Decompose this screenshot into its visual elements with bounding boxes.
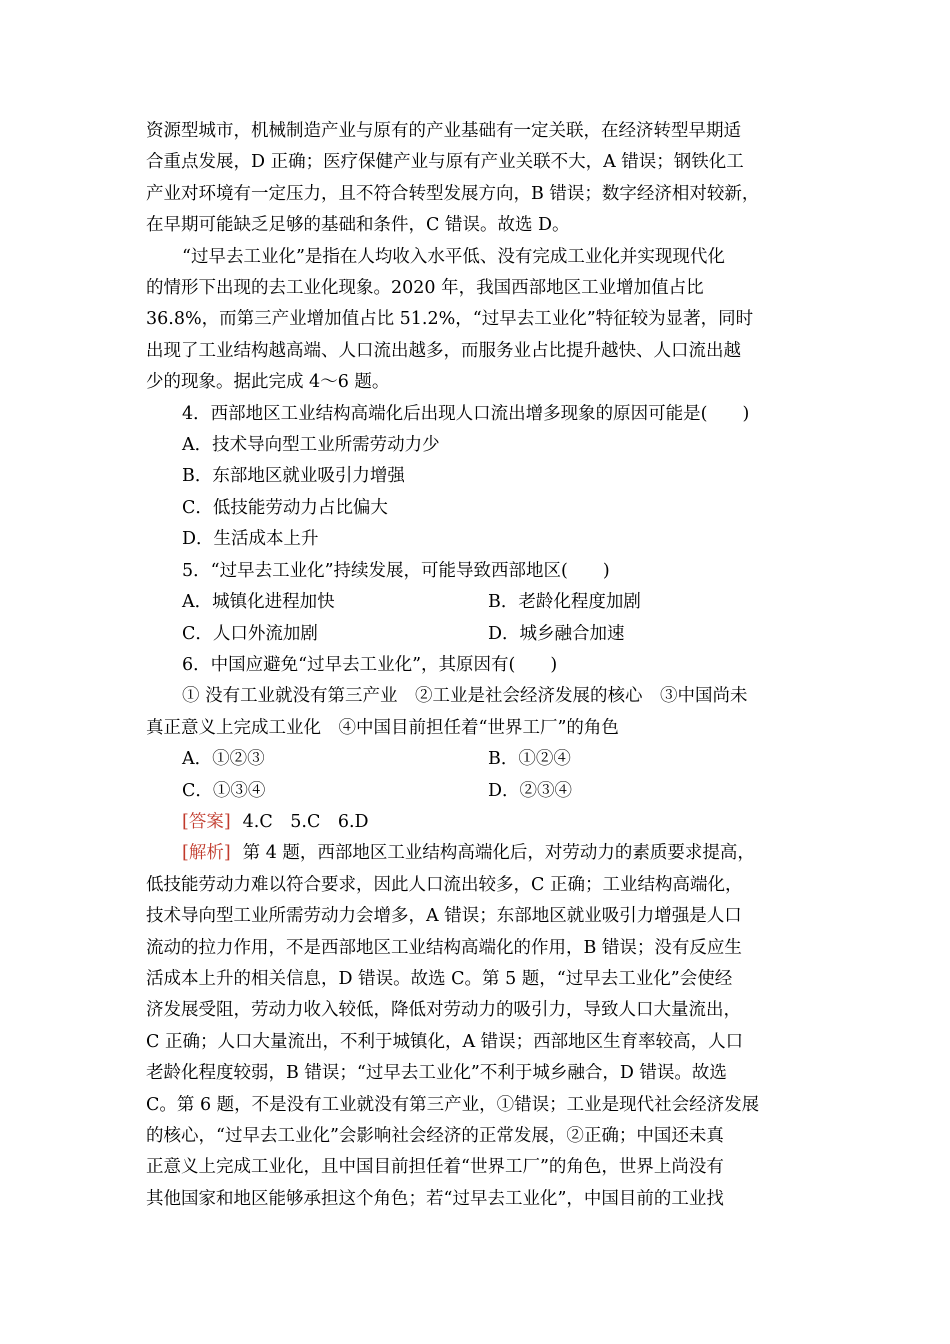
option-d: D．城乡融合加速: [488, 623, 625, 644]
text-line: 流动的拉力作用，不是西部地区工业结构高端化的作用，B 错误；没有反应生: [146, 937, 742, 958]
option-d: D．②③④: [488, 780, 573, 801]
text-line: 老龄化程度较弱，B 错误；“过早去工业化”不利于城乡融合，D 错误。故选: [146, 1063, 727, 1084]
answer-text: 4.C 5.C 6.D: [242, 811, 369, 832]
option-row: [146, 744, 810, 775]
document-page: [146, 116, 810, 1215]
previous-explanation: [146, 116, 810, 242]
question-stem: 4．西部地区工业结构高端化后出现人口流出增多现象的原因可能是( ): [182, 403, 750, 424]
option-row: [146, 776, 810, 807]
text-line: 资源型城市，机械制造产业与原有的产业基础有一定关联，在经济转型早期适: [146, 121, 741, 141]
text-line: 济发展受阻，劳动力收入较低，降低对劳动力的吸引力，导致人口大量流出，: [146, 1000, 741, 1021]
text-line: 产业对环境有一定压力，且不符合转型发展方向，B 错误；数字经济相对较新，: [146, 183, 760, 204]
text-line: 36.8%，而第三产业增加值占比 51.2%，“过早去工业化”特征较为显著，同时: [146, 309, 754, 330]
statement-line: 真正意义上完成工业化 ④中国目前担任着“世界工厂”的角色: [146, 717, 619, 738]
option-c: C．①③④: [182, 780, 266, 801]
text-line: 正意义上完成工业化，且中国目前担任着“世界工厂”的角色，世界上尚没有: [146, 1157, 724, 1178]
question-4: [146, 399, 810, 556]
question-6: [146, 650, 810, 807]
text-line: 技术导向型工业所需劳动力会增多，A 错误；东部地区就业吸引力增强是人口: [146, 906, 742, 927]
text-line: 其他国家和地区能够承担这个角色；若“过早去工业化”，中国目前的工业找: [146, 1188, 724, 1209]
answer-line: [146, 807, 810, 838]
answer-tag: [答案]: [182, 811, 231, 832]
question-5: [146, 556, 810, 650]
question-stem: 5．“过早去工业化”持续发展，可能导致西部地区( ): [182, 560, 610, 581]
option-a: A．技术导向型工业所需劳动力少: [182, 435, 440, 456]
text-line: 低技能劳动力难以符合要求，因此人口流出较多，C 正确；工业结构高端化，: [146, 874, 743, 895]
option-row: [146, 587, 810, 618]
analysis: [146, 838, 810, 1215]
question-stem: 6．中国应避免“过早去工业化”，其原因有( ): [182, 654, 558, 675]
text-line: 合重点发展，D 正确；医疗保健产业与原有产业关联不大，A 错误；钢铁化工: [146, 152, 744, 173]
text-line: 第 4 题，西部地区工业结构高端化后，对劳动力的素质要求提高，: [242, 843, 755, 864]
text-line: 出现了工业结构越高端、人口流出越多，而服务业占比提升越快、人口流出越: [146, 340, 741, 361]
option-d: D．生活成本上升: [182, 529, 319, 550]
analysis-first-line: [146, 838, 810, 869]
option-c: C．低技能劳动力占比偏大: [182, 497, 388, 518]
text-line: 在早期可能缺乏足够的基础和条件，C 错误。故选 D。: [146, 215, 570, 236]
option-c: C．人口外流加剧: [182, 623, 318, 644]
text-line: C 正确；人口大量流出，不利于城镇化，A 错误；西部地区生育率较高，人口: [146, 1031, 744, 1052]
analysis-tag: [解析]: [182, 843, 231, 864]
text-line: “过早去工业化”是指在人均收入水平低、没有完成工业化并实现现代化: [182, 246, 725, 267]
text-line: 的核心，“过早去工业化”会影响社会经济的正常发展，②正确；中国还未真: [146, 1126, 724, 1146]
option-a: A．①②③: [182, 749, 265, 770]
material-intro: [146, 242, 810, 399]
text-line: 活成本上升的相关信息，D 错误。故选 C。第 5 题，“过早去工业化”会使经: [146, 968, 733, 989]
text-line: 的情形下出现的去工业化现象。2020 年，我国西部地区工业增加值占比: [146, 278, 704, 299]
option-b: B．老龄化程度加剧: [488, 592, 641, 613]
option-a: A．城镇化进程加快: [182, 592, 335, 613]
text-line: 少的现象。据此完成 4～6 题。: [146, 372, 390, 393]
text-line: C。第 6 题，不是没有工业就没有第三产业，①错误；工业是现代社会经济发展: [146, 1094, 760, 1115]
statement-line: ① 没有工业就没有第三产业 ②工业是社会经济发展的核心 ③中国尚未: [182, 686, 748, 707]
option-row: [146, 619, 810, 650]
option-b: B．①②④: [488, 749, 571, 770]
option-b: B．东部地区就业吸引力增强: [182, 466, 405, 487]
